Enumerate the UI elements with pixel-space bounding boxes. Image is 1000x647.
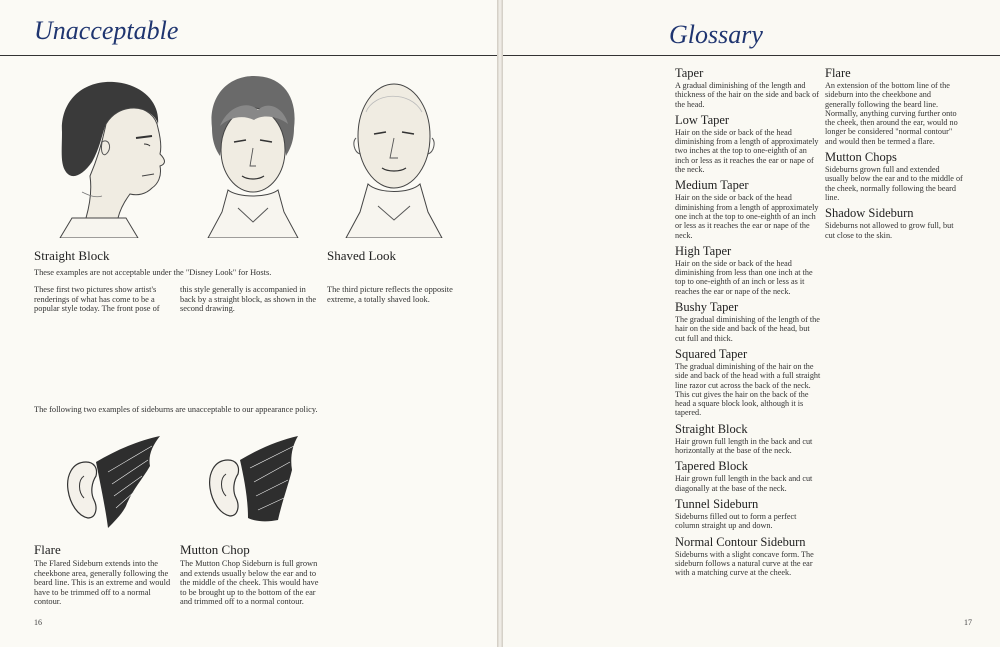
- glossary-entry: [675, 422, 821, 456]
- glossary-definition: Sideburns not allowed to grow full, but cut close to the skin.: [825, 221, 954, 240]
- glossary-entry: [675, 113, 821, 174]
- glossary-definition: An extension of the bottom line of the sideburn into the cheekbone and generally following the beard line. Normally, anything curving further onto the cheek, then around the ear, would no longer be considered "normal contour" and would then be termed a flare.: [825, 81, 958, 146]
- page-title: Unacceptable: [34, 16, 179, 45]
- glossary-definition: Sideburns filled out to form a perfect column straight up and down.: [675, 511, 797, 531]
- glossary-term: High Taper: [675, 243, 732, 258]
- glossary-entry: [675, 535, 821, 578]
- glossary-entry: [825, 150, 963, 202]
- glossary-term: Squared Taper: [675, 346, 748, 361]
- straight-block-heading: Straight Block: [34, 248, 110, 263]
- intro-text: These examples are not acceptable under the "Disney Look" for Hosts.: [34, 268, 272, 277]
- body-column-1: These first two pictures show artist's renderings of what has come to be a popular style today. The front pose of: [34, 285, 160, 314]
- glossary-term: Normal Contour Sideburn: [675, 534, 806, 549]
- glossary-column-2: [825, 66, 963, 244]
- glossary-entry: [675, 300, 821, 343]
- glossary-entry: [675, 497, 821, 531]
- mutton-chop-text: The Mutton Chop Sideburn is full grown and extends usually below the ear and to the middle of the cheek. This would have to be brought up to the bottom of the ear and trimmed off to a normal contour.: [180, 559, 319, 607]
- glossary-definition: Sideburns with a slight concave form. The sideburn follows a natural curve at the ear with a matching curve at the cheek.: [675, 549, 814, 578]
- flare-heading: Flare: [34, 542, 61, 557]
- title-rule: [0, 55, 497, 56]
- mutton-chop-illustration: [196, 432, 306, 532]
- glossary-entry: [675, 244, 821, 296]
- glossary-definition: Sideburns grown full and extended usually below the ear and to the middle of the cheek, normally following the beard line.: [825, 165, 963, 202]
- straight-block-profile-illustration: [42, 72, 170, 238]
- glossary-entry: [675, 347, 821, 418]
- mutton-chop-heading: Mutton Chop: [180, 542, 250, 557]
- flare-sideburn-illustration: [56, 432, 166, 532]
- glossary-entry: [825, 66, 963, 146]
- glossary-term: Low Taper: [675, 112, 730, 127]
- glossary-term: Bushy Taper: [675, 300, 739, 315]
- glossary-definition: Hair grown full length in the back and cut diagonally at the base of the neck.: [675, 474, 813, 493]
- body-column-2: this style generally is accompanied in back by a straight block, as shown in the second drawing.: [180, 285, 317, 314]
- title-rule: [503, 55, 1000, 56]
- glossary-column-1: [675, 66, 821, 581]
- sideburn-intro-text: The following two examples of sideburns are unacceptable to our appearance policy.: [34, 405, 318, 414]
- glossary-term: Medium Taper: [675, 178, 749, 193]
- glossary-definition: Hair on the side or back of the head diminishing from a length of approximately one inch at the top to one-eighth of an inch or less as it reaches the ear or nape of the neck.: [675, 193, 819, 240]
- glossary-definition: The gradual diminishing of the length of the hair on the side and back of the head, but cut full and thick.: [675, 315, 820, 343]
- glossary-definition: Hair on the side or back of the head diminishing from a length of approximately two inches at the top to one-eighth of an inch or less as it reaches the ear or nape of the neck.: [675, 127, 819, 175]
- glossary-term: Taper: [675, 66, 704, 80]
- left-page: [0, 0, 497, 647]
- glossary-term: Shadow Sideburn: [825, 206, 914, 221]
- page-number: 17: [964, 618, 972, 627]
- front-pose-illustration: [198, 72, 306, 238]
- glossary-term: Mutton Chops: [825, 150, 897, 165]
- body-column-3: The third picture reflects the opposite extreme, a totally shaved look.: [327, 285, 453, 304]
- flare-text: The Flared Sideburn extends into the cheekbone area, generally following the beard line. This is an extreme and would have to be trimmed off to a normal contour.: [34, 559, 171, 607]
- glossary-definition: The gradual diminishing of the hair on the side and back of the head with a full straight line razor cut across the back of the neck. This cut gives the hair on the back of the head a square block look, although it is tapered.: [675, 361, 821, 418]
- glossary-term: Straight Block: [675, 421, 748, 436]
- glossary-term: Tunnel Sideburn: [675, 496, 759, 511]
- page-title: Glossary: [669, 20, 763, 49]
- page-number: 16: [34, 618, 42, 627]
- glossary-definition: A gradual diminishing of the length and thickness of the hair on the side and back of the head.: [675, 81, 819, 109]
- glossary-entry: [675, 459, 821, 493]
- glossary-term: Tapered Block: [675, 459, 749, 474]
- shaved-look-heading: Shaved Look: [327, 248, 396, 263]
- glossary-definition: Hair grown full length in the back and cut horizontally at the base of the neck.: [675, 436, 813, 456]
- glossary-term: Flare: [825, 66, 851, 80]
- glossary-entry: [675, 66, 821, 109]
- glossary-definition: Hair on the side or back of the head diminishing from less than one inch at the top to one-eighth of an inch or less as it reaches the ear or nape of the neck.: [675, 258, 813, 296]
- right-page: [503, 0, 1000, 647]
- glossary-entry: [825, 206, 963, 240]
- shaved-look-illustration: [340, 72, 448, 238]
- glossary-entry: [675, 178, 821, 239]
